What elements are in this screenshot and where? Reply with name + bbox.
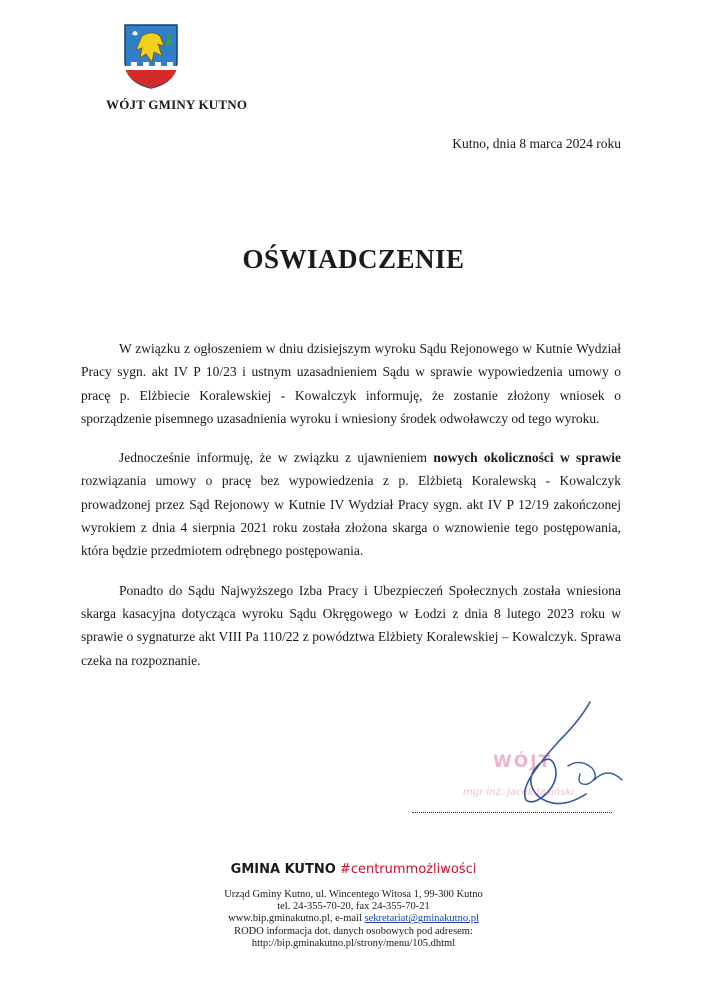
signature-line [412,812,612,813]
paragraph-2-bold: nowych okoliczności w sprawie [433,450,622,466]
footer-web-prefix: www.bip.gminakutno.pl, e-mail [228,913,365,925]
office-name: WÓJT GMINY KUTNO [106,97,248,112]
footer-rodo: RODO informacja dot. danych osobowych pod adresem: [234,925,473,937]
signature-icon [430,700,630,830]
document-date: Kutno, dnia 8 marca 2024 roku [452,136,621,151]
footer-phone: tel. 24-355-70-20, fax 24-355-70-21 [277,901,430,913]
stamp-title: WÓJT [493,752,553,772]
paragraph-1: W związku z ogłoszeniem w dniu dzisiejszym wyroku Sądu Rejonowego w Kutnie Wydział Pracy sygn. akt IV P 10/23 i ustnym uzasadnieniem Sądu w sprawie wypowiedzenia umowy o pracę p. Elżbiecie Koralewskiej - Kowalczyk informuję, że zostanie złożony wniosek o sporządzenie pisemnego uzasadnienia wyroku i wniesiony środek odwoławczy od tego wyroku. [81,341,621,426]
document-body [81,337,621,688]
footer-brand-name: GMINA KUTNO [230,862,336,877]
coat-of-arms-icon [122,22,180,90]
footer-address: Urząd Gminy Kutno, ul. Wincentego Witosa 1, 99-300 Kutno [224,889,483,900]
footer-hashtag: #centrummożliwości [339,862,477,877]
footer-contact [0,889,707,950]
footer-web [0,913,707,925]
paragraph-2-start: Jednocześnie informuję, że w związku z ujawnieniem [119,450,434,466]
paragraph-2 [81,446,621,562]
stamp-name: mgr inż. Jacek Jasiński [463,787,574,798]
paragraph-3: Ponadto do Sądu Najwyższego Izba Pracy i Ubezpieczeń Społecznych została wniesiona skarga kasacyjna dotycząca wyroku Sądu Okręgowego w Łodzi z dnia 8 lutego 2023 roku w sprawie o sygnaturze akt VIII Pa 110/22 z powództwa Elżbiety Koralewskiej – Kowalczyk. Sprawa czeka na rozpoznanie. [81,582,621,668]
document-title: OŚWIADCZENIE [242,244,465,274]
footer-email-link[interactable]: sekretariat@gminakutno.pl [364,913,479,925]
footer-rodo-url[interactable]: http://bip.gminakutno.pl/strony/menu/105.dhtml [251,937,456,949]
footer-brand [0,862,707,877]
paragraph-2-end: rozwiązania umowy o pracę bez wypowiedzenia z p. Elżbietą Koralewską - Kowalczyk prowadzonej przez Sąd Rejonowy w Kutnie IV Wydział Pracy sygn. akt IV P 12/19 zakończonej wyrokiem z dnia 4 sierpnia 2021 roku została złożona skarga o wznowienie tego postępowania, która będzie przedmiotem odrębnego postępowania. [81,473,621,559]
